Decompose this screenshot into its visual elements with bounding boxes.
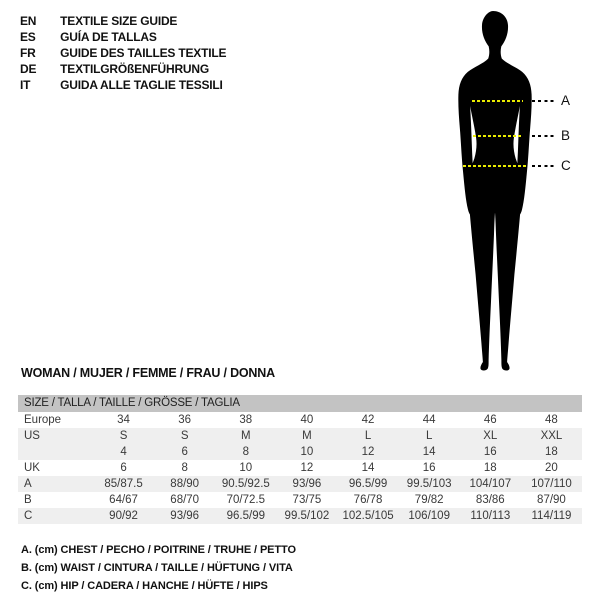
row-value-8: 20 <box>545 462 558 474</box>
row-value-4: 40 <box>300 414 314 426</box>
language-label: GUÍA DE TALLAS <box>60 29 157 44</box>
row-value-6: L <box>425 430 433 442</box>
size-table-body <box>18 412 582 524</box>
language-code: EN <box>20 14 37 28</box>
table-row <box>18 508 582 524</box>
table-title: WOMAN / MUJER / FEMME / FRAU / DONNA <box>21 366 275 380</box>
row-value-7: 18 <box>483 462 497 474</box>
row-value-2: 6 <box>181 446 188 458</box>
hip-measure-line <box>463 165 527 167</box>
row-value-8: 107/110 <box>531 478 572 490</box>
row-label <box>18 444 93 460</box>
language-label: GUIDA ALLE TAGLIE TESSILI <box>60 77 223 92</box>
row-value-1: 34 <box>117 414 130 426</box>
row-value-6: 106/109 <box>408 510 450 522</box>
row-value-8: 87/90 <box>537 494 566 506</box>
row-value-5: L <box>364 430 372 442</box>
row-value-3: 96.5/99 <box>226 510 265 522</box>
row-value-2: 36 <box>178 414 192 426</box>
row-value-6: 99.5/103 <box>406 478 452 490</box>
row-value-3: 38 <box>239 414 253 426</box>
row-value-3: 8 <box>242 446 250 458</box>
language-code: IT <box>20 77 31 92</box>
row-value-2: S <box>180 430 189 442</box>
legend-line: B. (cm) WAIST / CINTURA / TAILLE / HÜFTUNG / VITA <box>21 562 293 574</box>
row-value-5: 102.5/105 <box>342 510 394 522</box>
legend-line: A. (cm) CHEST / PECHO / POITRINE / TRUHE / PETTO <box>21 544 296 556</box>
language-code: DE <box>20 61 37 76</box>
row-value-3: 10 <box>239 462 253 474</box>
legend-line: C. (cm) HIP / CADERA / HANCHE / HÜFTE / HIPS <box>21 580 268 592</box>
row-value-2: 88/90 <box>170 478 200 490</box>
row-value-7: 46 <box>483 414 497 426</box>
row-value-5: 76/78 <box>353 494 383 506</box>
row-value-6: 79/82 <box>414 494 444 506</box>
chest-measure-line <box>472 100 523 102</box>
row-value-5: 14 <box>361 462 375 474</box>
marker-label-waist: B <box>561 128 571 143</box>
row-label: B <box>24 494 32 506</box>
row-value-8: XXL <box>540 430 563 442</box>
marker-label-hip: C <box>561 158 571 173</box>
row-value-8: 18 <box>545 446 558 458</box>
table-row <box>18 492 582 508</box>
row-value-6: 16 <box>422 462 436 474</box>
row-value-3: 90.5/92.5 <box>221 478 270 490</box>
row-value-2: 93/96 <box>170 510 200 522</box>
table-row <box>18 460 582 476</box>
measurement-legend <box>21 541 296 595</box>
row-label: US <box>24 430 40 442</box>
woman-silhouette-figure <box>445 9 545 371</box>
language-code: FR <box>20 45 36 60</box>
row-value-6: 44 <box>422 414 436 426</box>
row-value-1: 6 <box>120 462 127 474</box>
row-value-1: S <box>119 430 128 442</box>
row-value-5: 12 <box>361 446 375 458</box>
row-label: A <box>24 478 32 490</box>
language-label: TEXTILE SIZE GUIDE <box>60 14 178 28</box>
marker-label-chest: A <box>561 93 571 108</box>
chest-pointer-line <box>532 100 557 102</box>
language-code: ES <box>20 29 36 44</box>
row-value-5: 96.5/99 <box>348 478 388 490</box>
row-value-4: M <box>302 430 312 442</box>
waist-pointer-line <box>532 135 557 137</box>
row-value-4: 10 <box>300 446 314 458</box>
row-value-3: M <box>241 430 251 442</box>
row-label: C <box>24 510 33 522</box>
row-value-4: 93/96 <box>292 478 322 490</box>
row-value-2: 8 <box>181 462 188 474</box>
table-row <box>18 476 582 492</box>
row-value-7: 110/113 <box>470 510 511 522</box>
language-label: TEXTILGRÖßENFÜHRUNG <box>60 61 210 76</box>
row-value-1: 4 <box>120 446 127 458</box>
row-value-4: 12 <box>300 462 314 474</box>
row-value-1: 85/87.5 <box>104 478 143 490</box>
row-label: UK <box>24 462 40 474</box>
table-row <box>18 428 582 444</box>
row-value-8: 114/119 <box>531 510 572 522</box>
row-value-2: 68/70 <box>170 494 200 506</box>
row-label: Europe <box>24 414 62 426</box>
row-value-1: 90/92 <box>109 510 138 522</box>
row-value-4: 99.5/102 <box>284 510 330 522</box>
row-value-6: 14 <box>422 446 436 458</box>
row-value-7: XL <box>483 430 498 442</box>
table-row <box>18 412 582 428</box>
row-value-3: 70/72.5 <box>226 494 265 506</box>
waist-measure-line <box>473 135 522 137</box>
row-value-7: 16 <box>483 446 497 458</box>
size-table <box>18 395 582 524</box>
hip-pointer-line <box>532 165 557 167</box>
row-value-5: 42 <box>361 414 375 426</box>
row-value-4: 73/75 <box>292 494 322 506</box>
language-label: GUIDE DES TAILLES TEXTILE <box>60 45 227 60</box>
size-table-header: SIZE / TALLA / TAILLE / GRÖSSE / TAGLIA <box>18 395 582 412</box>
row-value-7: 104/107 <box>469 478 512 490</box>
row-value-7: 83/86 <box>475 494 505 506</box>
row-value-8: 48 <box>545 414 558 426</box>
table-row <box>18 444 582 460</box>
row-value-1: 64/67 <box>109 494 138 506</box>
